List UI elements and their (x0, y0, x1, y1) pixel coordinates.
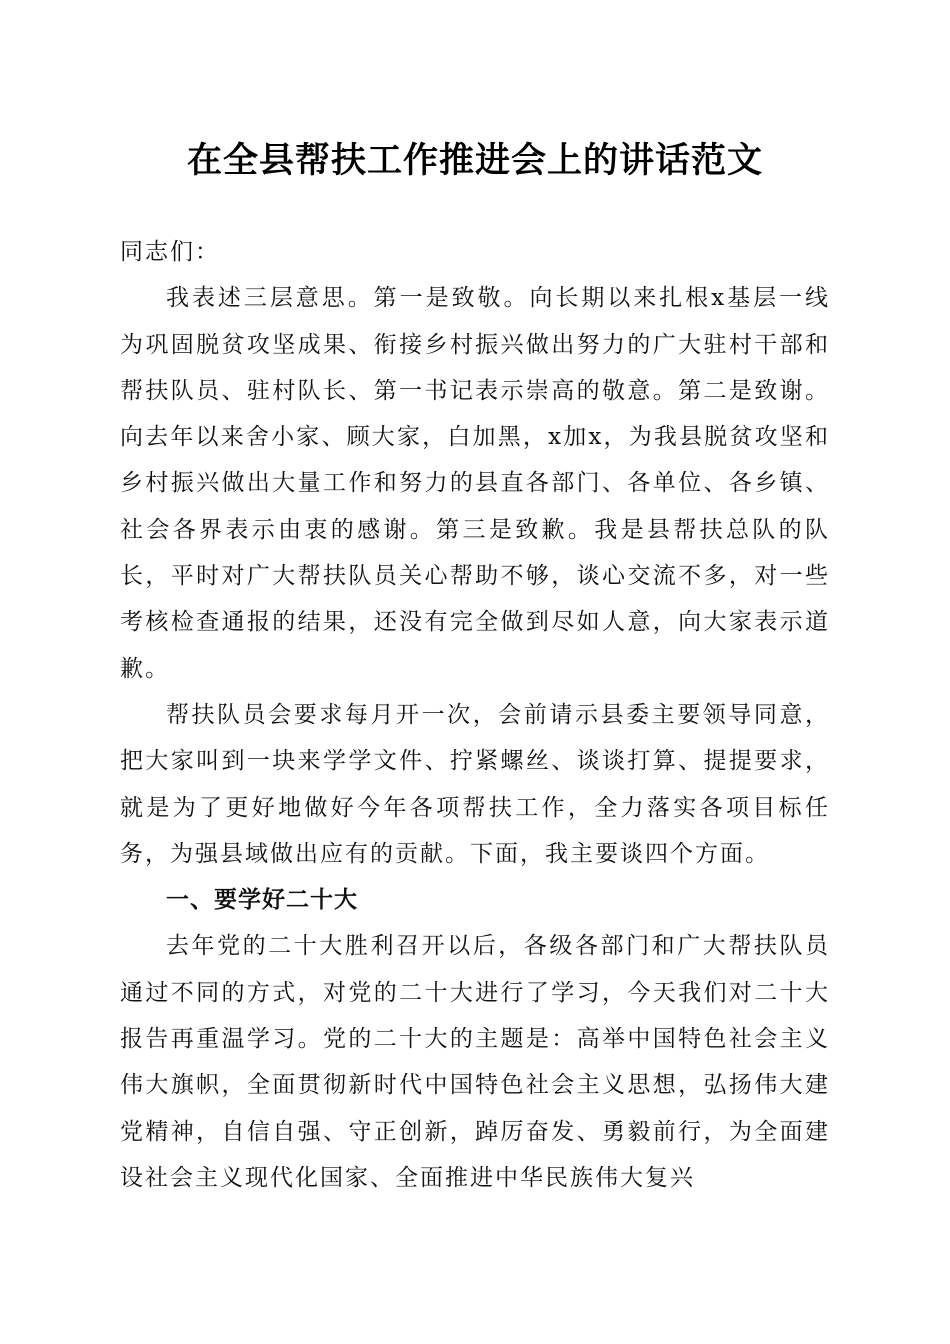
salutation: 同志们： (120, 239, 220, 265)
section-heading: 一、要学好二十大 (166, 887, 358, 914)
paragraph-meeting-purpose: 帮扶队员会要求每月开一次，会前请示县委主要领导同意，把大家叫到一块来学学文件、拧紧螺丝、谈谈打算、提提要求，就是为了更好地做好今年各项帮扶工作，全力落实各项目标任务，为强县域做出应有的贡献。下面，我主要谈四个方面。 (120, 701, 830, 867)
paragraph-intro: 我表述三层意思。第一是致敬。向长期以来扎根x基层一线为巩固脱贫攻坚成果、衔接乡村振兴做出努力的广大驻村干部和帮扶队员、驻村队长、第一书记表示崇高的敬意。第二是致谢。向去年以来舍小家、顾大家，白加黑，x加x，为我县脱贫攻坚和乡村振兴做出大量工作和努力的县直各部门、各单位、各乡镇、社会各界表示由衷的感谢。第三是致歉。我是县帮扶总队的队长，平时对广大帮扶队员关心帮助不够，谈心交流不多，对一些考核检查通报的结果，还没有完全做到尽如人意，向大家表示道歉。 (120, 285, 830, 682)
document-title: 在全县帮扶工作推进会上的讲话范文 (186, 140, 763, 181)
section-paragraph: 去年党的二十大胜利召开以后，各级各部门和广大帮扶队员通过不同的方式，对党的二十大进行了学习，今天我们对二十大报告再重温学习。党的二十大的主题是：高举中国特色社会主义伟大旗帜，全面贯彻新时代中国特色社会主义思想，弘扬伟大建党精神，自信自强、守正创新，踔厉奋发、勇毅前行，为全面建设社会主义现代化国家、全面推进中华民族伟大复兴 (120, 933, 830, 1191)
document-body (120, 229, 830, 1201)
